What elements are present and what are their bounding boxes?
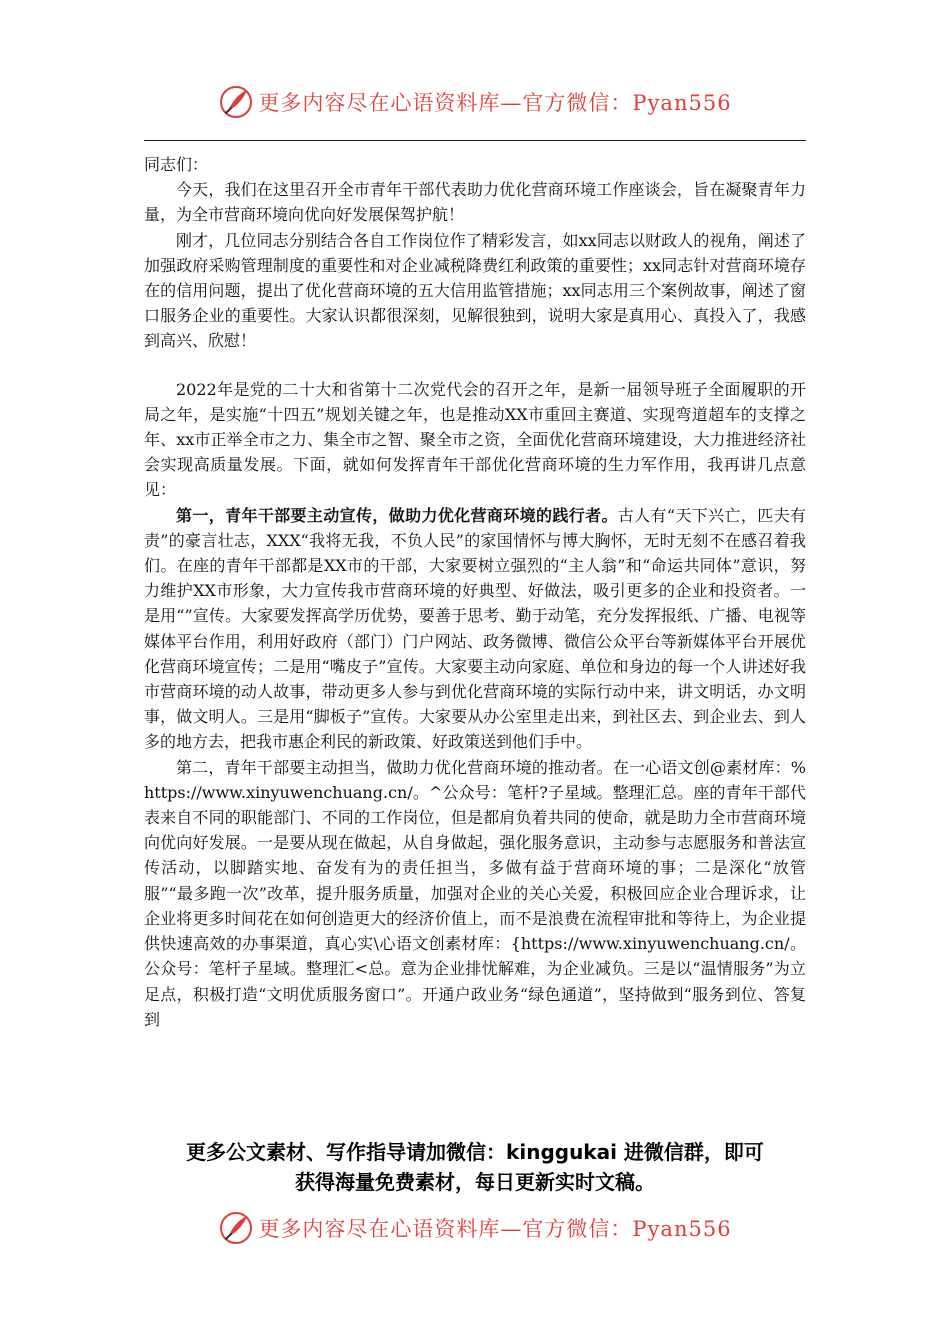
paragraph-4 xyxy=(144,503,806,755)
quill-logo-icon xyxy=(218,84,254,120)
paragraph-2: 刚才，几位同志分别结合各自工作岗位作了精彩发言，如xx同志以财政人的视角，阐述了加强政府采购管理制度的重要性和对企业减税降费红利政策的重要性；xx同志针对营商环境存在的信用问题，提出了优化营商环境的五大信用监管措施；xx同志用三个案例故事，阐述了窗口服务企业的重要性。大家认识都很深刻，见解很独到，说明大家是真用心、真投入了，我感到高兴、欣慰！ xyxy=(144,230,806,351)
footer-banner xyxy=(0,1208,950,1248)
paragraph-3: 2022年是党的二十大和省第十二次党代会的召开之年，是新一届领导班子全面履职的开局之年，是实施“十四五”规划关键之年，也是推动XX市重回主赛道、实现弯道超车的支撑之年、xx市正举全市之力、集全市之智、聚全市之资，全面优化营商环境建设，大力推进经济社会实现高质量发展。下面，就如何发挥青年干部优化营商环境的生力军作用，我再讲几点意见： xyxy=(144,379,806,500)
paragraph-5: 第二，青年干部要主动担当，做助力优化营商环境的推动者。在一心语文创@素材库：%https://www.xinyuwenchuang.cn/。^公众号：笔杆?子星域。整理汇总。座的青年干部代表来自不同的职能部门、不同的工作岗位，但是都肩负着共同的使命，就是助力全市营商环境向优向好发展。一是要从现在做起，从自身做起，强化服务意识，主动参与志愿服务和普法宣传活动，以脚踏实地、奋发有为的责任担当，多做有益于营商环境的事；二是深化“放管服”“最多跑一次”改革，提升服务质量，加强对企业的关心关爱，积极回应企业合理诉求，让企业将更多时间花在如何创造更大的经济价值上，而不是浪费在流程审批和等待上，为企业提供快速高效的办事渠道，真心实\心语文创素材库：{https://www.xinyuwenchuang.cn/。公众号：笔杆子星域。整理汇<总。意为企业排忧解难，为企业减负。三是以“温情服务”为立足点，积极打造“文明优质服务窗口”。开通户政业务“绿色通道”，坚持做到“服务到位、答复到 xyxy=(144,757,806,1029)
footer-banner-text: 更多内容尽在心语资料库—官方微信：Pyan556 xyxy=(258,1217,732,1241)
promo-text xyxy=(0,1137,950,1197)
header-banner xyxy=(0,82,950,122)
greeting: 同志们： xyxy=(144,155,209,174)
promo-line-1: 更多公文素材、写作指导请加微信：kinggukai 进微信群，即可 xyxy=(186,1140,764,1164)
paragraph-4-heading: 第一，青年干部要主动宣传，做助力优化营商环境的践行者。 xyxy=(176,505,618,525)
header-banner-text: 更多内容尽在心语资料库—官方微信：Pyan556 xyxy=(258,91,732,115)
promo-line-2: 获得海量免费素材，每日更新实时文稿。 xyxy=(295,1170,655,1194)
paragraph-4-text: 古人有“天下兴亡，匹夫有责”的豪言壮志，XXX“我将无我，不负人民”的家国情怀与博大胸怀，无时无刻不在感召着我们。在座的青年干部都是XX市的干部，大家要树立强烈的“主人翁”和“命运共同体”意识，努力维护XX市形象，大力宣传我市营商环境的好典型、好做法，吸引更多的企业和投资者。一是用“”宣传。大家要发挥高学历优势，要善于思考、勤于动笔，充分发挥报纸、广播、电视等媒体平台作用，利用好政府（部门）门户网站、政务微博、微信公众平台等新媒体平台开展优化营商环境宣传；二是用“嘴皮子”宣传。大家要主动向家庭、单位和身边的每一个人讲述好我市营商环境的动人故事，带动更多人参与到优化营商环境的实际行动中来，讲文明话，办文明事，做文明人。三是用“脚板子”宣传。大家要从办公室里走出来，到社区去、到企业去、到人多的地方去，把我市惠企利民的新政策、好政策送到他们手中。 xyxy=(144,505,806,752)
header-rule xyxy=(144,140,806,141)
paragraph-1: 今天，我们在这里召开全市青年干部代表助力优化营商环境工作座谈会，旨在凝聚青年力量，为全市营商环境向优向好发展保驾护航！ xyxy=(144,180,806,225)
quill-logo-icon xyxy=(218,1210,254,1246)
document-body xyxy=(144,152,806,1032)
